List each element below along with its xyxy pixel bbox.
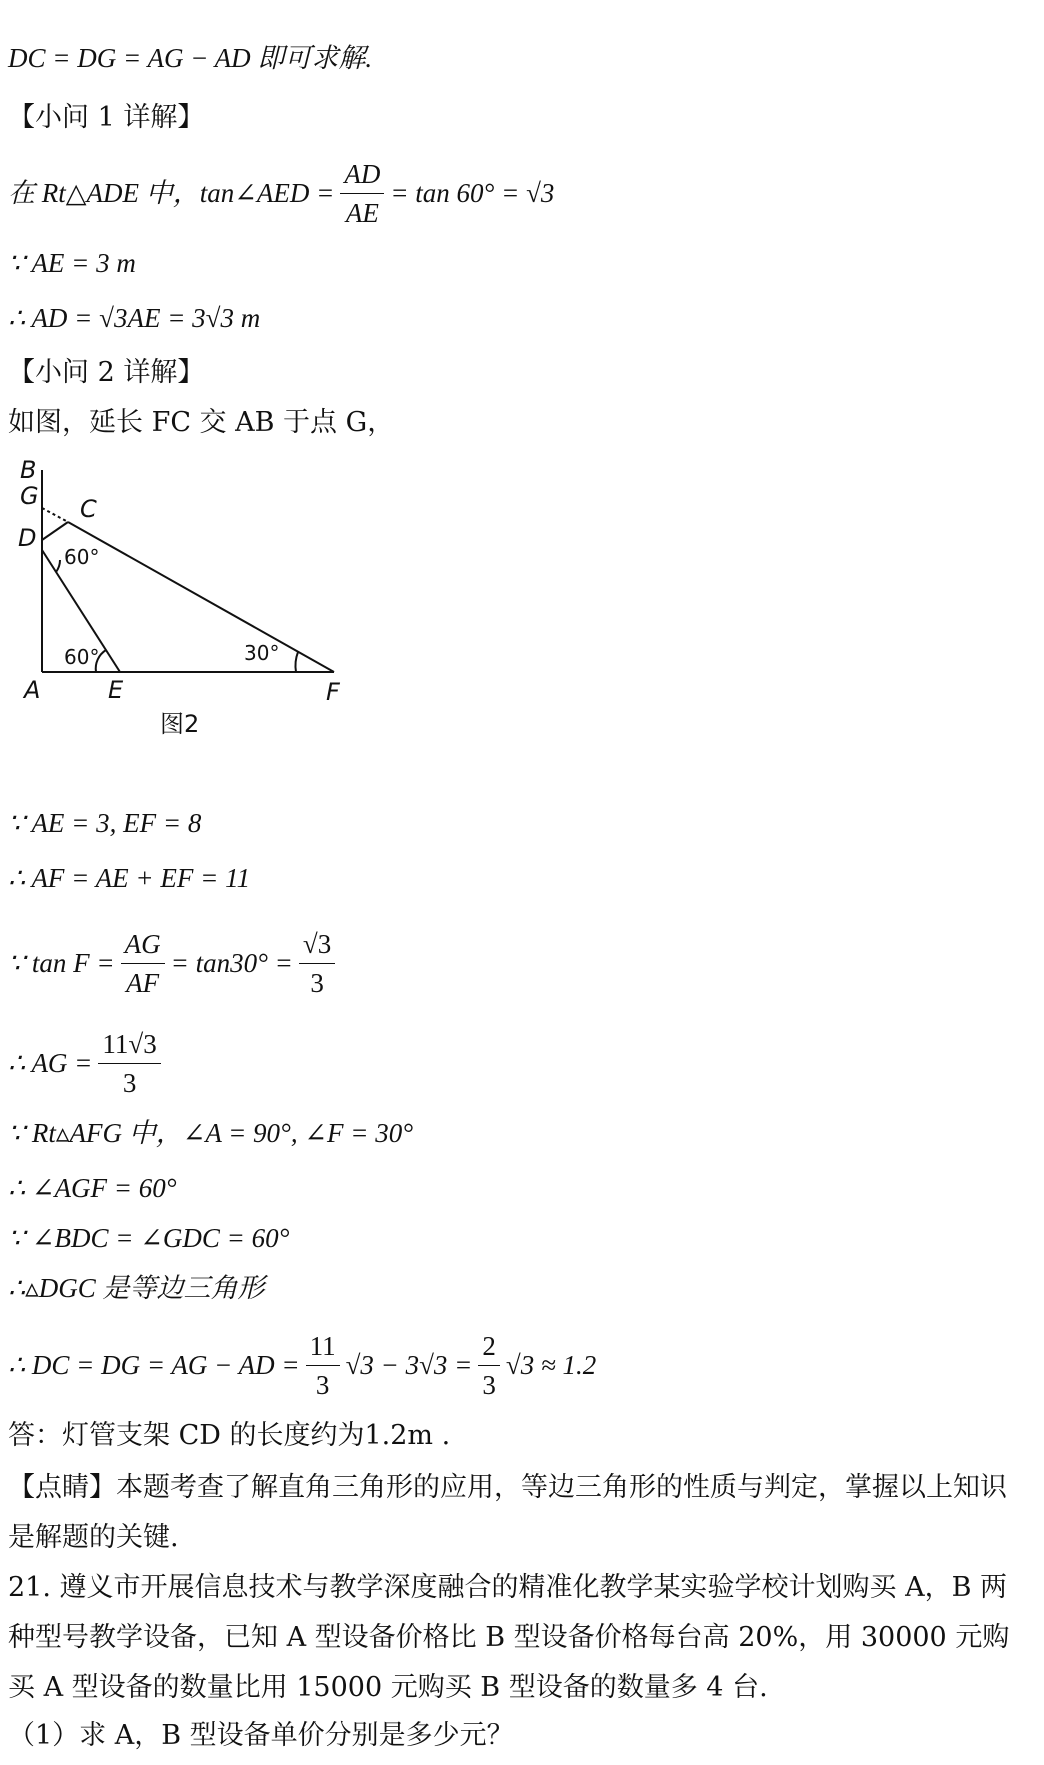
fraction-root3-3 — [299, 927, 335, 1000]
question-21-part-1: （1）求 A，B 型设备单价分别是多少元？ — [8, 1720, 514, 1751]
line-3-prefix: 在 Rt△ADE 中，tan∠AED = — [8, 178, 335, 208]
comment-paragraph: 【点睛】本题考查了解直角三角形的应用，等边三角形的性质与判定，掌握以上知识是解题的关键. — [8, 1472, 1007, 1553]
line-8: ∵ AE = 3, EF = 8 — [8, 808, 202, 838]
line-10-mid: = tan30° = — [170, 948, 293, 978]
q1-header: 【小问 1 详解】 — [8, 102, 205, 133]
line-9: ∴ AF = AE + EF = 11 — [8, 863, 251, 893]
numerator: 11√3 — [98, 1027, 160, 1064]
line-14: ∵ ∠BDC = ∠GDC = 60° — [8, 1223, 290, 1253]
label-f: F — [326, 678, 340, 706]
line-12: ∵ Rt▵AFG 中，∠A = 90°, ∠F = 30° — [8, 1118, 413, 1148]
numerator: √3 — [299, 927, 335, 964]
label-c: C — [80, 495, 97, 523]
answer-line: 答：灯管支架 CD 的长度约为1.2m . — [8, 1420, 451, 1451]
angle-e-label: 60° — [64, 645, 100, 669]
q2-header: 【小问 2 详解】 — [8, 357, 205, 388]
denominator: 3 — [122, 1067, 137, 1098]
line-5: ∴ AD = √3AE = 3√3 m — [8, 303, 261, 333]
figure-caption: 图2 — [160, 710, 200, 738]
denominator: AF — [126, 967, 160, 998]
label-e: E — [108, 676, 124, 704]
fraction-ag — [98, 1027, 160, 1100]
line-3-suffix: = tan 60° = √3 — [390, 178, 555, 208]
line-16 — [8, 1320, 596, 1410]
fraction-2-3 — [478, 1329, 500, 1402]
numerator: AG — [121, 927, 165, 964]
angle-f-label: 30° — [244, 641, 280, 665]
denominator: AE — [345, 197, 379, 228]
line-11-prefix: ∴ AG = — [8, 1048, 93, 1078]
line-11 — [8, 1018, 167, 1108]
question-21: 21. 遵义市开展信息技术与教学深度融合的精准化教学某实验学校计划购买 A，B 两种型号教学设备，已知 A 型设备价格比 B 型设备价格每台高 20%，用 30000 元购买 A 型设备的数量比用 15000 元购买 B 型设备的数量多 4 台. — [8, 1572, 1010, 1703]
line-3 — [8, 148, 554, 238]
line-7: 如图，延长 FC 交 AB 于点 G， — [8, 407, 395, 438]
line-16-mid: √3 − 3√3 = — [345, 1350, 473, 1380]
numerator: AD — [340, 157, 384, 194]
line-10 — [8, 918, 341, 1008]
angle-d-label: 60° — [64, 545, 100, 569]
line-16-prefix: ∴ DC = DG = AG − AD = — [8, 1350, 300, 1380]
label-a: A — [24, 676, 41, 704]
label-g: G — [20, 482, 39, 510]
line-13: ∴ ∠AGF = 60° — [8, 1173, 177, 1203]
line-4: ∵ AE = 3 m — [8, 248, 136, 278]
triangle-figure — [8, 460, 368, 760]
denominator: 3 — [315, 1369, 330, 1400]
numerator: 11 — [306, 1329, 340, 1366]
line-1: DC = DG = AG − AD 即可求解. — [8, 43, 373, 73]
fraction-ad-ae — [340, 157, 384, 230]
line-10-prefix: ∵ tan F = — [8, 948, 115, 978]
line-15: ∴▵DGC 是等边三角形 — [8, 1273, 265, 1303]
label-d: D — [18, 524, 37, 552]
numerator: 2 — [478, 1329, 500, 1366]
label-b: B — [20, 460, 37, 484]
line-16-suffix: √3 ≈ 1.2 — [505, 1350, 597, 1380]
fraction-ag-af — [121, 927, 165, 1000]
fraction-11-3 — [306, 1329, 340, 1402]
denominator: 3 — [482, 1369, 496, 1400]
denominator: 3 — [310, 967, 324, 998]
